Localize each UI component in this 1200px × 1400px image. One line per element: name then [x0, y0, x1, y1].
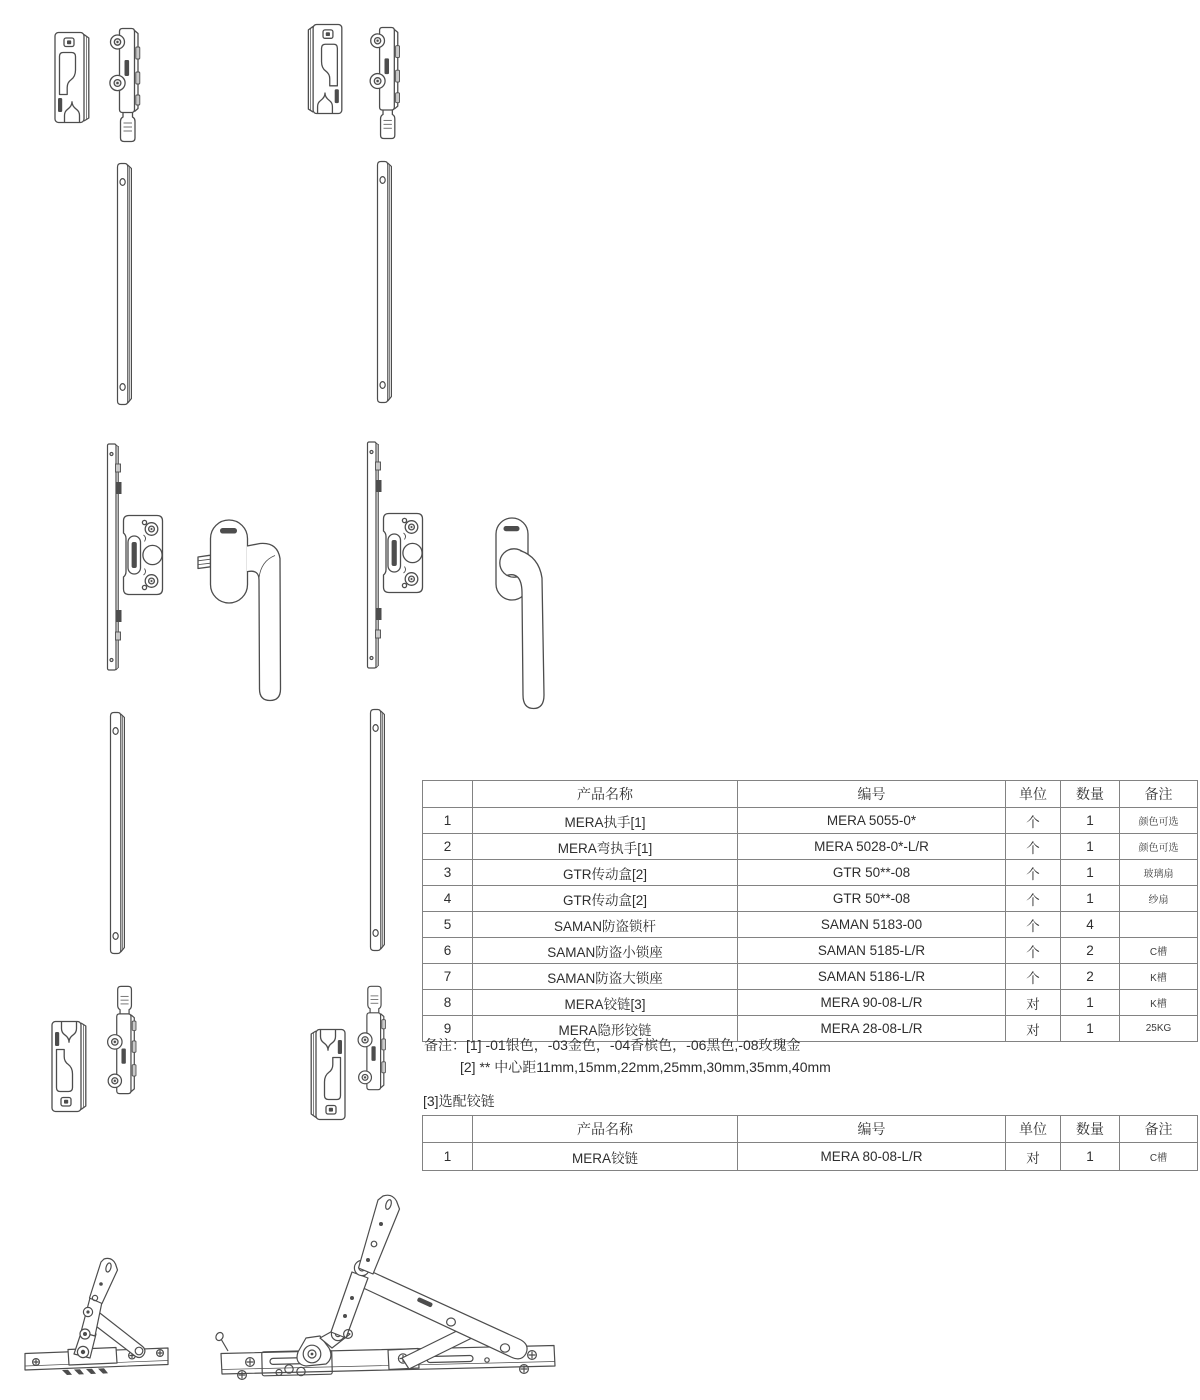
cell-remark [1120, 912, 1198, 938]
gearbox-drawing [120, 514, 166, 596]
cell-remark: 25KG [1120, 1016, 1198, 1042]
cell-product-name: SAMAN防盗锁杆 [473, 912, 738, 938]
cell-code: MERA 5055-0* [738, 808, 1006, 834]
cell-code: MERA 28-08-L/R [738, 1016, 1006, 1042]
cell-qty: 4 [1061, 912, 1120, 938]
table-row [423, 938, 1198, 964]
cell-remark: 颜色可选 [1120, 808, 1198, 834]
cell-code: GTR 50**-08 [738, 886, 1006, 912]
cell-qty: 1 [1061, 834, 1120, 860]
remark-note-1: [1] -01银色，-03金色，-04香槟色，-06黑色,-08玫瑰金 [466, 1037, 801, 1053]
cell-unit: 个 [1006, 912, 1061, 938]
table-header-row [423, 1116, 1198, 1143]
cell-remark: 纱扇 [1120, 886, 1198, 912]
col-header-unit: 单位 [1006, 1116, 1061, 1143]
col-header-index [423, 781, 473, 808]
cell-product-name: GTR传动盒[2] [473, 886, 738, 912]
cell-product-name: MERA铰链 [473, 1143, 738, 1171]
remarks-label: 备注： [424, 1037, 466, 1053]
cell-unit: 个 [1006, 860, 1061, 886]
cell-product-name: GTR传动盒[2] [473, 860, 738, 886]
keeper-arm-drawing [106, 26, 142, 144]
cell-unit: 对 [1006, 990, 1061, 1016]
cell-code: SAMAN 5186-L/R [738, 964, 1006, 990]
small-friction-hinge-drawing [22, 1246, 172, 1386]
lock-bar-drawing [112, 158, 136, 410]
table-row [423, 912, 1198, 938]
table-row [423, 860, 1198, 886]
cell-remark: K槽 [1120, 964, 1198, 990]
large-friction-hinge-drawing [202, 1188, 570, 1400]
keeper-arm-drawing [353, 984, 389, 1092]
cell-index: 9 [423, 1016, 473, 1042]
cell-index: 4 [423, 886, 473, 912]
cell-qty: 2 [1061, 938, 1120, 964]
cell-code: MERA 5028-0*-L/R [738, 834, 1006, 860]
table-row [423, 964, 1198, 990]
cell-index: 8 [423, 990, 473, 1016]
cell-code: SAMAN 5183-00 [738, 912, 1006, 938]
lock-bar-drawing [372, 156, 396, 408]
col-header-remark: 备注 [1120, 781, 1198, 808]
optional-hinge-table [422, 1115, 1198, 1171]
parts-table [422, 780, 1198, 1042]
cell-index: 6 [423, 938, 473, 964]
cell-code: MERA 80-08-L/R [738, 1143, 1006, 1171]
cell-remark: 玻璃扇 [1120, 860, 1198, 886]
cell-unit: 个 [1006, 964, 1061, 990]
cell-remark: 颜色可选 [1120, 834, 1198, 860]
cell-unit: 个 [1006, 808, 1061, 834]
cell-remark: C槽 [1120, 1143, 1198, 1171]
cell-product-name: MERA隐形铰链 [473, 1016, 738, 1042]
cell-index: 2 [423, 834, 473, 860]
keeper-plate-drawing [50, 1018, 88, 1114]
cell-qty: 1 [1061, 860, 1120, 886]
remark-note-2: [2] ** 中心距11mm,15mm,22mm,25mm,30mm,35mm,40mm [460, 1059, 831, 1075]
cell-product-name: SAMAN防盗小锁座 [473, 938, 738, 964]
col-header-code: 编号 [738, 1116, 1006, 1143]
table-row [423, 990, 1198, 1016]
cell-index: 1 [423, 1143, 473, 1171]
gearbox-drawing [380, 512, 426, 594]
cell-index: 1 [423, 808, 473, 834]
col-header-product-name: 产品名称 [473, 1116, 738, 1143]
cell-qty: 1 [1061, 1143, 1120, 1171]
col-header-unit: 单位 [1006, 781, 1061, 808]
lock-bar-drawing [365, 703, 389, 957]
table-row [423, 886, 1198, 912]
cell-qty: 1 [1061, 808, 1120, 834]
bent-handle-drawing [455, 502, 550, 717]
cell-remark: C槽 [1120, 938, 1198, 964]
cell-product-name: MERA执手[1] [473, 808, 738, 834]
col-header-remark: 备注 [1120, 1116, 1198, 1143]
cell-index: 7 [423, 964, 473, 990]
cell-qty: 1 [1061, 1016, 1120, 1042]
col-header-product-name: 产品名称 [473, 781, 738, 808]
cell-qty: 1 [1061, 886, 1120, 912]
cell-remark: K槽 [1120, 990, 1198, 1016]
table-row [423, 808, 1198, 834]
cell-code: MERA 90-08-L/R [738, 990, 1006, 1016]
cell-product-name: MERA铰链[3] [473, 990, 738, 1016]
keeper-arm-drawing [103, 984, 139, 1096]
cell-index: 3 [423, 860, 473, 886]
lock-bar-drawing [105, 706, 129, 960]
cell-index: 5 [423, 912, 473, 938]
cell-unit: 对 [1006, 1143, 1061, 1171]
keeper-plate-drawing [308, 1026, 348, 1122]
cell-code: GTR 50**-08 [738, 860, 1006, 886]
col-header-code: 编号 [738, 781, 1006, 808]
keeper-arm-drawing [366, 25, 402, 141]
cell-unit: 个 [1006, 938, 1061, 964]
table-row [423, 834, 1198, 860]
cell-unit: 个 [1006, 886, 1061, 912]
col-header-qty: 数量 [1061, 1116, 1120, 1143]
table-header-row [423, 781, 1198, 808]
keeper-plate-drawing [305, 22, 345, 117]
cell-product-name: MERA弯执手[1] [473, 834, 738, 860]
cell-unit: 个 [1006, 834, 1061, 860]
col-header-qty: 数量 [1061, 781, 1120, 808]
cell-qty: 2 [1061, 964, 1120, 990]
optional-hinge-section-title: [3]选配铰链 [423, 1093, 495, 1109]
cell-code: SAMAN 5185-L/R [738, 938, 1006, 964]
table-row [423, 1143, 1198, 1171]
col-header-index [423, 1116, 473, 1143]
keeper-plate-drawing [53, 30, 91, 126]
straight-handle-drawing [196, 512, 288, 708]
remarks-block [424, 1034, 831, 1078]
cell-qty: 1 [1061, 990, 1120, 1016]
cell-unit: 对 [1006, 1016, 1061, 1042]
cell-product-name: SAMAN防盗大锁座 [473, 964, 738, 990]
